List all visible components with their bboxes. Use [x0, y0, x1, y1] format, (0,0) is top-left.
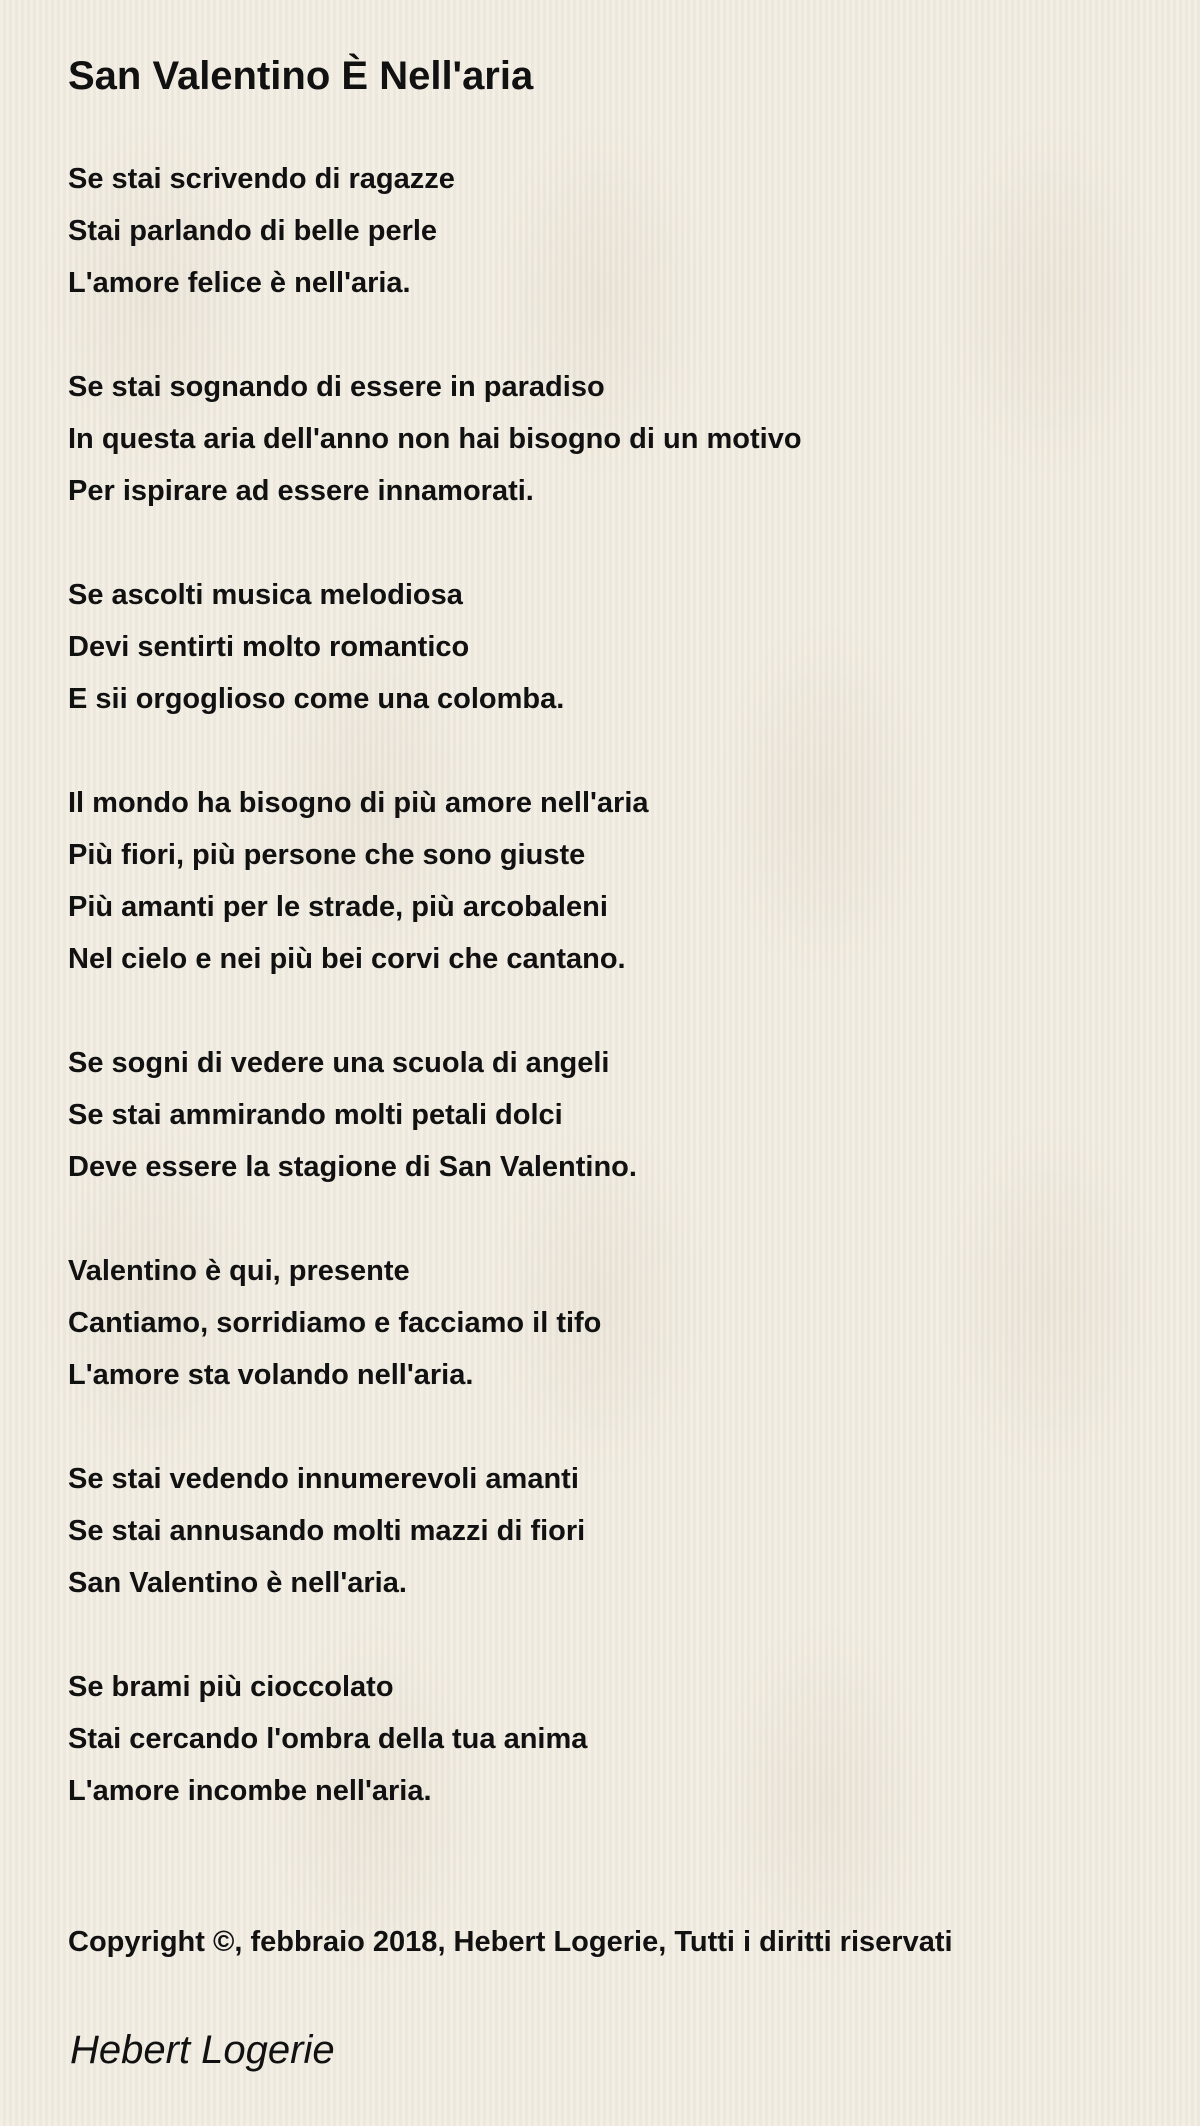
stanza-2 — [68, 361, 1168, 517]
poem-line: Più amanti per le strade, più arcobaleni — [68, 891, 608, 923]
poem-line: Il mondo ha bisogno di più amore nell'aria — [68, 787, 649, 819]
poem-line: E sii orgoglioso come una colomba. — [68, 683, 565, 715]
poem-line: L'amore incombe nell'aria. — [68, 1775, 432, 1807]
poem-line: Cantiamo, sorridiamo e facciamo il tifo — [68, 1307, 602, 1339]
poem-line: Nel cielo e nei più bei corvi che cantano. — [68, 943, 626, 975]
stanza-7 — [68, 1453, 1168, 1609]
poem-line: Se stai sognando di essere in paradiso — [68, 371, 605, 403]
poem-line: Se sogni di vedere una scuola di angeli — [68, 1047, 610, 1079]
poem-line: L'amore felice è nell'aria. — [68, 267, 411, 299]
poem-line: Deve essere la stagione di San Valentino. — [68, 1151, 637, 1183]
stanza-3 — [68, 569, 1168, 725]
poem-line: Se stai ammirando molti petali dolci — [68, 1099, 563, 1131]
poem-line: Devi sentirti molto romantico — [68, 631, 470, 663]
poem-line: Se stai scrivendo di ragazze — [68, 163, 455, 195]
poem-line: San Valentino è nell'aria. — [68, 1567, 407, 1599]
poem-line: Se brami più cioccolato — [68, 1671, 394, 1703]
poem-line: In questa aria dell'anno non hai bisogno di un motivo — [68, 423, 802, 455]
poem-line: Se stai annusando molti mazzi di fiori — [68, 1515, 586, 1547]
poem-title: San Valentino È Nell'aria — [68, 54, 534, 98]
stanza-1 — [68, 153, 1168, 309]
poem-line: Stai parlando di belle perle — [68, 215, 438, 247]
poem-line: Per ispirare ad essere innamorati. — [68, 475, 534, 507]
author-signature: Hebert Logerie — [70, 2028, 335, 2072]
copyright-notice: Copyright ©, febbraio 2018, Hebert Logerie, Tutti i diritti riservati — [68, 1926, 953, 1958]
poem-line: Valentino è qui, presente — [68, 1255, 410, 1287]
poem-body — [68, 153, 1168, 1869]
stanza-4 — [68, 777, 1168, 985]
poem-line: Se ascolti musica melodiosa — [68, 579, 463, 611]
poem-line: L'amore sta volando nell'aria. — [68, 1359, 474, 1391]
stanza-6 — [68, 1245, 1168, 1401]
poem-line: Stai cercando l'ombra della tua anima — [68, 1723, 588, 1755]
poem-line: Se stai vedendo innumerevoli amanti — [68, 1463, 579, 1495]
stanza-5 — [68, 1037, 1168, 1193]
stanza-8 — [68, 1661, 1168, 1817]
poem-line: Più fiori, più persone che sono giuste — [68, 839, 586, 871]
